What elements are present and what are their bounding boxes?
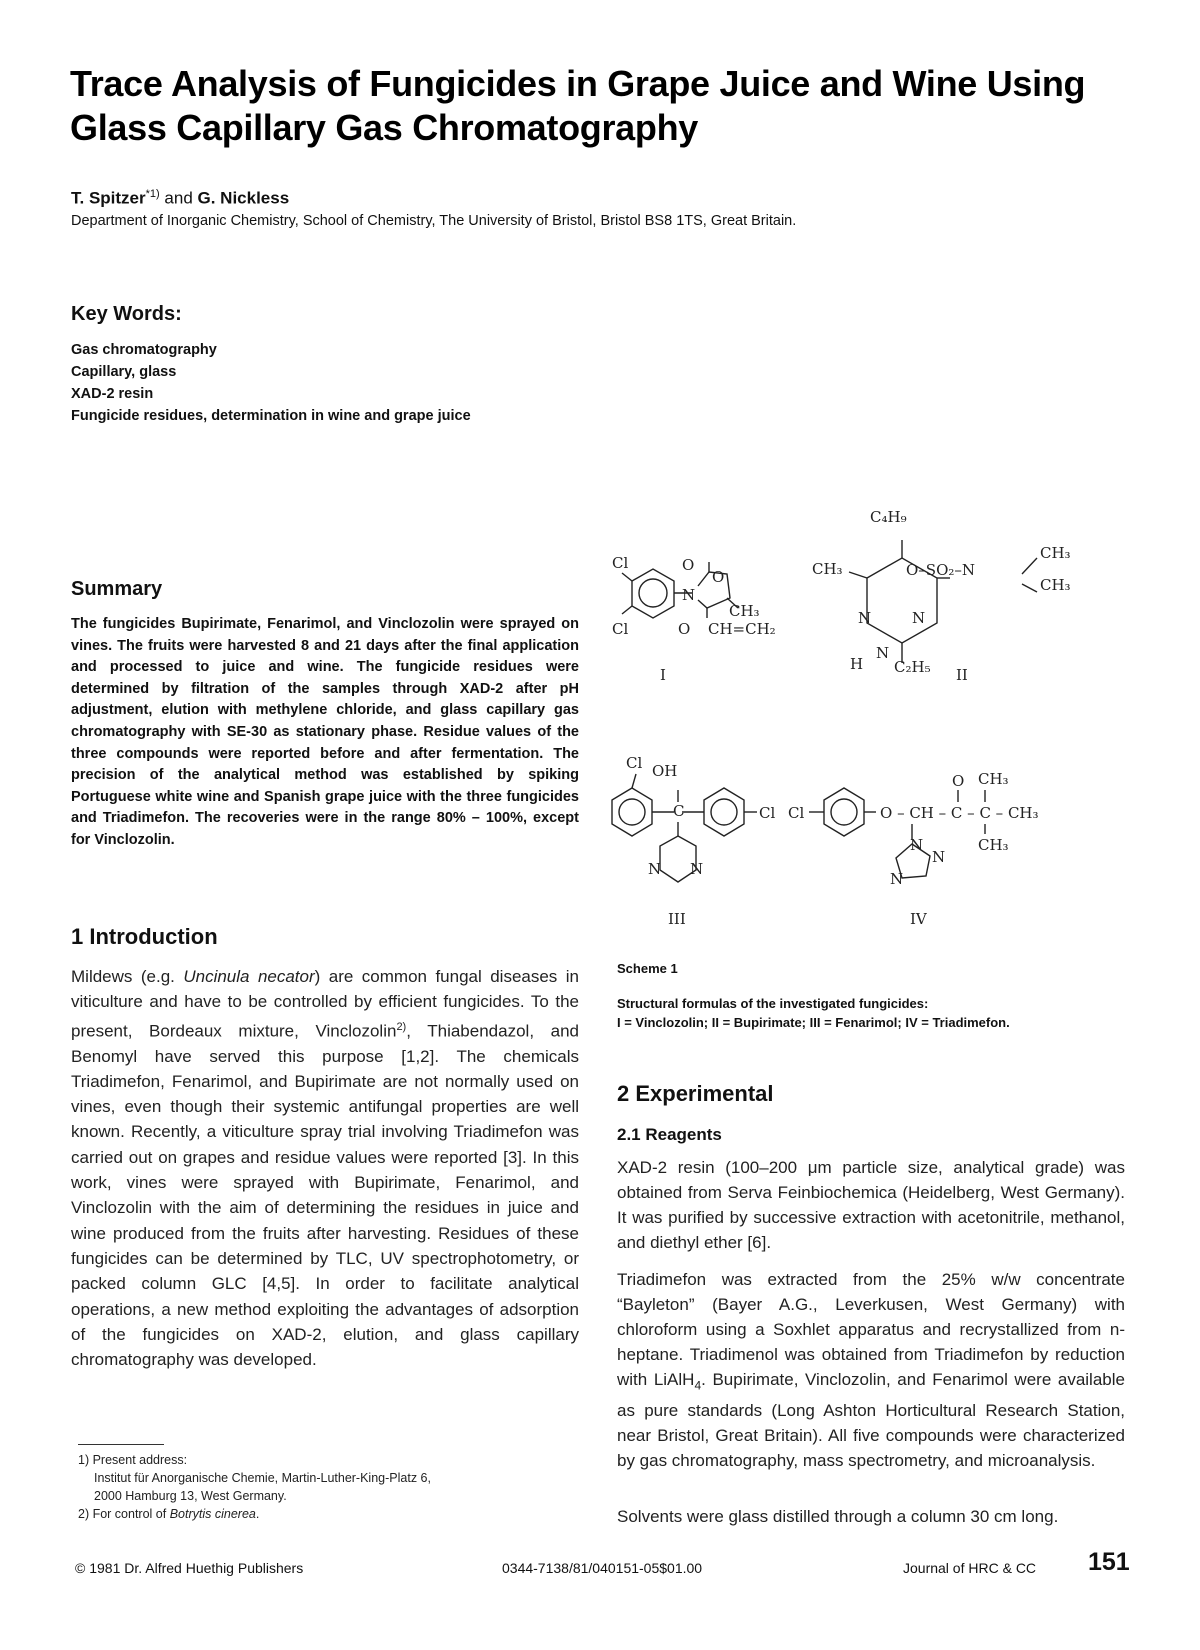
footnote-divider xyxy=(78,1444,164,1445)
footnote-2 xyxy=(78,1505,431,1523)
summary-heading: Summary xyxy=(71,578,163,600)
svg-text:N: N xyxy=(690,860,704,878)
svg-text:O – CH – C – C – CH₃: O – CH – C – C – CH₃ xyxy=(880,804,1039,822)
footnote-1-line: 2000 Hamburg 13, West Germany. xyxy=(94,1489,287,1503)
reagents-text-part: Triadimefon was extracted from the 25% w/w concentrate “Bayleton” (Bayer A.G., Leverkusen, West Germany) with chloroform using a Soxhlet apparatus and recrystallized from n-heptane. Triadimenol was obtained from Triadimefon by reduction with LiAlH xyxy=(617,1270,1125,1389)
svg-text:Cl: Cl xyxy=(788,804,805,822)
svg-text:Cl: Cl xyxy=(759,804,776,822)
keywords-heading: Key Words: xyxy=(71,303,182,325)
footnote-2-text-end: . xyxy=(255,1507,260,1521)
introduction-text xyxy=(71,964,579,1372)
title-line-2: Glass Capillary Gas Chromatography xyxy=(70,107,699,148)
author-footnote-mark: *1) xyxy=(145,188,160,200)
structure-triadimefon xyxy=(809,788,985,878)
scheme-description-line: I = Vinclozolin; II = Bupirimate; III = Fenarimol; IV = Triadimefon. xyxy=(617,1015,1010,1030)
svg-text:N: N xyxy=(912,609,926,627)
svg-text:N: N xyxy=(910,836,924,854)
page-number: 151 xyxy=(1088,1548,1130,1576)
author-nickless: G. Nickless xyxy=(197,188,290,208)
svg-text:CH₃: CH₃ xyxy=(978,770,1009,788)
svg-text:C₂H₅: C₂H₅ xyxy=(894,658,931,676)
intro-text-part: Mildews (e.g. xyxy=(71,967,184,986)
svg-text:O: O xyxy=(952,772,965,790)
svg-text:Cl: Cl xyxy=(626,754,643,772)
intro-text-part: , Thiabendazol, and Benomyl have served this purpose [1,2]. The chemicals Triadimefon, Fenarimol, and Bupirimate are not normally used on vines, even though their systemic antifungal properties are well known. Recently, a viticulture spray trial involving Triadimefon was carried out on grapes and residue values were reported [3]. In this work, vines were sprayed with Bupirimate, Fenarimol, and Vinclozolin with the aim of determining the residues in juice and wine produced from the fruits after harvesting. Residues of these fungicides can be determined by TLC, UV spectrophotometry, or packed column GLC [4,5]. In order to facilitate analytical operations, a new method exploiting the advantages of adsorption of the fungicides on XAD-2, elution, and glass capillary chromatography was developed. xyxy=(71,1021,580,1370)
svg-text:H: H xyxy=(850,655,864,673)
svg-text:O: O xyxy=(678,620,691,638)
footer-journal: Journal of HRC & CC xyxy=(903,1560,1037,1576)
footnote-1-line: Institut für Anorganische Chemie, Martin-Luther-King-Platz 6, xyxy=(94,1471,431,1485)
svg-text:O–SO₂–N: O–SO₂–N xyxy=(906,561,976,579)
scheme-caption: Scheme 1 xyxy=(617,961,678,976)
keyword-item: Gas chromatography xyxy=(71,342,217,358)
title-line-1: Trace Analysis of Fungicides in Grape Juice and Wine Using xyxy=(70,63,1086,104)
footnote-2-text: 2) For control of xyxy=(78,1507,170,1521)
svg-text:CH=CH₂: CH=CH₂ xyxy=(708,620,776,638)
svg-text:C: C xyxy=(673,802,685,820)
experimental-heading: 2 Experimental xyxy=(617,1081,774,1106)
article-title xyxy=(70,62,1150,150)
author-line xyxy=(71,188,289,209)
svg-text:CH₃: CH₃ xyxy=(1040,544,1071,562)
author-connector: and xyxy=(159,188,198,208)
scheme-description-line: Structural formulas of the investigated fungicides: xyxy=(617,996,929,1011)
affiliation: Department of Inorganic Chemistry, School of Chemistry, The University of Bristol, Bristol BS8 1TS, Great Britain. xyxy=(71,213,797,229)
structural-formulas-scheme xyxy=(612,508,1112,958)
svg-text:N: N xyxy=(648,860,662,878)
footnote-1-label: 1) Present address: xyxy=(78,1453,188,1467)
subscript-4: 4 xyxy=(694,1378,702,1393)
svg-text:N: N xyxy=(890,870,904,888)
reagents-paragraph-1: XAD-2 resin (100–200 μm particle size, analytical grade) was obtained from Serva Feinbiochemica (Heidelberg, West Germany). It was purified by successive extraction with acetonitrile, methanol, and diethyl ether [6]. xyxy=(617,1158,1125,1252)
reagents-text-part: . Bupirimate, Vinclozolin, and Fenarimol were available as pure standards (Long Ashton Horticultural Research Station, near Bristol, Great Britain). All five compounds were characterized by gas chromatography, mass spectrometry, and microanalysis. xyxy=(617,1370,1125,1471)
svg-text:N: N xyxy=(876,644,890,662)
svg-text:CH₃: CH₃ xyxy=(978,836,1009,854)
keywords-list xyxy=(71,339,471,427)
svg-text:N: N xyxy=(858,609,872,627)
footer-copyright: © 1981 Dr. Alfred Huethig Publishers xyxy=(75,1560,304,1576)
scheme-numeral-ii: II xyxy=(956,666,968,684)
intro-species-name: Uncinula necator xyxy=(183,967,315,986)
svg-text:O: O xyxy=(682,556,695,574)
footnote-2-species: Botrytis cinerea xyxy=(169,1507,256,1521)
keyword-item: Fungicide residues, determination in wine and grape juice xyxy=(71,408,471,424)
svg-text:N: N xyxy=(682,586,696,604)
svg-text:N: N xyxy=(932,848,946,866)
keyword-item: Capillary, glass xyxy=(71,364,177,380)
reagents-subheading: 2.1 Reagents xyxy=(617,1125,722,1144)
svg-text:O: O xyxy=(712,568,725,586)
svg-text:C₄H₉: C₄H₉ xyxy=(870,508,907,526)
summary-text: The fungicides Bupirimate, Fenarimol, and Vinclozolin were sprayed on vines. The fruits were harvested 8 and 21 days after the final application and processed to juice and wine. The fungicide residues were determined by filtration of the samples through XAD-2 after pH adjustment, elution with methylene chloride, and glass capillary gas chromatography with SE-30 as stationary phase. Residue values of the three compounds were reported before and after fermentation. The precision of the analytical method was established by spiking Portuguese white wine and Spanish grape juice with the three fungicides and Triadimefon. The recoveries were in the range 80% – 100%, except for Vinclozolin. xyxy=(71,616,579,848)
reagents-paragraph-3: Solvents were glass distilled through a column 30 cm long. xyxy=(617,1507,1059,1526)
intro-footnote-mark: 2) xyxy=(396,1020,407,1033)
scheme-numeral-iv: IV xyxy=(910,910,927,928)
structure-fenarimol xyxy=(612,774,757,882)
svg-text:CH₃: CH₃ xyxy=(1040,576,1071,594)
reagents-paragraph-2 xyxy=(617,1267,1125,1473)
svg-text:OH: OH xyxy=(652,762,678,780)
scheme-description xyxy=(617,994,1010,1032)
svg-text:Cl: Cl xyxy=(612,554,629,572)
scheme-numeral-i: I xyxy=(660,666,666,684)
svg-text:CH₃: CH₃ xyxy=(812,560,843,578)
svg-text:Cl: Cl xyxy=(612,620,629,638)
footer-code: 0344-7138/81/040151-05$01.00 xyxy=(502,1560,703,1576)
keyword-item: XAD-2 resin xyxy=(71,386,154,402)
author-spitzer: T. Spitzer xyxy=(71,188,146,208)
introduction-heading: 1 Introduction xyxy=(71,924,218,949)
footnotes xyxy=(78,1451,431,1523)
svg-text:CH₃: CH₃ xyxy=(729,602,760,620)
intro-text-part: ) are common fungal diseases in viticulture and have to be controlled by efficient fungicides. To the present, Bordeaux mixture, Vinclozolin xyxy=(71,967,579,1041)
scheme-numeral-iii: III xyxy=(668,910,686,928)
